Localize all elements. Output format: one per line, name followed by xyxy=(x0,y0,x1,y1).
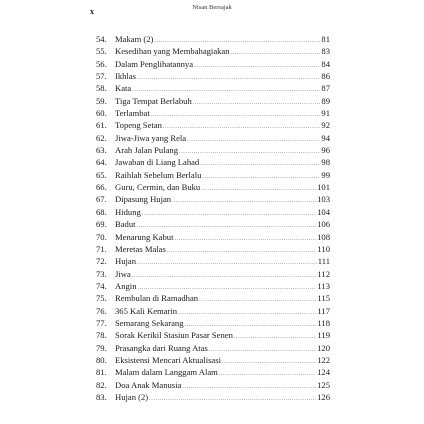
toc-entry-title: Menarung Kabut xyxy=(115,231,174,242)
dot-leader xyxy=(163,121,321,133)
table-of-contents xyxy=(96,33,330,403)
toc-entry-page-number: 83 xyxy=(321,46,330,57)
toc-entry-page-number: 108 xyxy=(317,231,330,242)
toc-entry-title: Meretas Malas xyxy=(115,243,166,254)
dot-leader xyxy=(174,233,316,245)
dot-leader xyxy=(202,171,320,183)
toc-entry xyxy=(96,317,330,329)
toc-entry-page-number: 84 xyxy=(321,58,330,69)
dot-leader xyxy=(194,60,320,72)
toc-entry-title: Hujan xyxy=(115,256,137,267)
toc-entry-title: Rembulan di Ramadhan xyxy=(115,293,199,304)
toc-entry-number: 62. xyxy=(96,132,107,143)
toc-entry xyxy=(96,329,330,341)
toc-entry-number: 59. xyxy=(96,95,107,106)
toc-entry-number: 82. xyxy=(96,379,107,390)
toc-entry-title: Makam (2) xyxy=(115,34,154,44)
toc-entry-title: Angin xyxy=(115,280,137,291)
dot-leader xyxy=(234,331,317,343)
toc-entry-title: Prasangka dari Ruang Atas xyxy=(115,342,208,353)
page-roman-numeral: x xyxy=(90,7,94,16)
dot-leader xyxy=(179,146,320,158)
toc-entry xyxy=(96,33,330,45)
toc-entry-number: 74. xyxy=(96,280,107,291)
toc-entry-number: 57. xyxy=(96,71,107,82)
toc-entry-page-number: 118 xyxy=(317,317,330,328)
toc-entry xyxy=(96,354,330,366)
toc-entry xyxy=(96,305,330,317)
toc-entry-page-number: 110 xyxy=(317,243,330,254)
toc-entry-number: 80. xyxy=(96,354,107,365)
toc-entry-title: Guru, Cermin, dan Buku xyxy=(115,182,201,193)
toc-entry-number: 73. xyxy=(96,268,107,279)
toc-entry xyxy=(96,144,330,156)
toc-entry-title: Terlambat xyxy=(115,108,150,119)
toc-entry xyxy=(96,70,330,82)
toc-entry-number: 83. xyxy=(96,391,107,402)
toc-entry-title: Jiwa xyxy=(115,268,131,279)
running-header-title: Nisan Bersajak xyxy=(192,4,232,11)
toc-entry-number: 66. xyxy=(96,182,107,193)
toc-entry-number: 68. xyxy=(96,206,107,217)
toc-entry-page-number: 103 xyxy=(317,194,330,205)
toc-entry-title: Jiwa-Jiwa yang Rela xyxy=(115,132,187,143)
toc-entry-number: 55. xyxy=(96,46,107,57)
toc-entry xyxy=(96,45,330,57)
toc-entry-title: Hujan (2) xyxy=(115,391,149,402)
toc-entry xyxy=(96,218,330,230)
toc-entry-number: 67. xyxy=(96,194,107,205)
toc-entry-title: 365 Kali Kemarin xyxy=(115,305,178,316)
toc-entry-number: 60. xyxy=(96,108,107,119)
dot-leader xyxy=(167,245,317,257)
toc-entry-number: 81. xyxy=(96,367,107,378)
toc-entry xyxy=(96,169,330,181)
toc-entry-title: Eksistensi Mencari Aktualisasi xyxy=(115,354,221,365)
toc-entry-title: Arah Jalan Pulang xyxy=(115,145,179,156)
toc-entry-page-number: 104 xyxy=(317,206,330,217)
toc-entry-number: 78. xyxy=(96,330,107,341)
toc-entry-number: 61. xyxy=(96,120,107,131)
dot-leader xyxy=(149,393,316,405)
dot-leader xyxy=(193,97,321,109)
toc-entry-page-number: 87 xyxy=(321,83,330,94)
toc-entry xyxy=(96,181,330,193)
dot-leader xyxy=(132,270,317,282)
toc-entry xyxy=(96,107,330,119)
toc-entry-number: 71. xyxy=(96,243,107,254)
toc-entry xyxy=(96,243,330,255)
toc-entry xyxy=(96,193,330,205)
toc-entry xyxy=(96,82,330,94)
toc-entry-number: 65. xyxy=(96,169,107,180)
toc-entry xyxy=(96,342,330,354)
toc-entry-number: 58. xyxy=(96,83,107,94)
toc-entry-title: Badut xyxy=(115,219,136,230)
toc-entry-page-number: 91 xyxy=(321,108,330,119)
dot-leader xyxy=(187,134,320,146)
toc-entry-title: Kata xyxy=(115,83,132,94)
dot-leader xyxy=(209,344,316,356)
dot-leader xyxy=(172,195,316,207)
toc-entry xyxy=(96,231,330,243)
toc-entry-page-number: 96 xyxy=(321,145,330,156)
toc-entry xyxy=(96,391,330,403)
toc-entry-page-number: 89 xyxy=(321,95,330,106)
toc-entry-title: Ikhlas xyxy=(115,71,137,82)
toc-entry-number: 72. xyxy=(96,256,107,267)
toc-entry xyxy=(96,292,330,304)
toc-entry-page-number: 92 xyxy=(321,120,330,131)
toc-entry-title: Dipasung Hujan xyxy=(115,194,172,205)
toc-entry-number: 77. xyxy=(96,317,107,328)
toc-entry xyxy=(96,132,330,144)
dot-leader xyxy=(231,47,321,59)
dot-leader xyxy=(137,257,317,269)
toc-entry-page-number: 126 xyxy=(317,391,330,402)
dot-leader xyxy=(201,183,316,195)
toc-entry-page-number: 124 xyxy=(317,367,330,378)
toc-entry xyxy=(96,268,330,280)
toc-entry-title: Malam dalam Langgam Alam xyxy=(115,367,218,378)
dot-leader xyxy=(182,381,316,393)
toc-entry xyxy=(96,58,330,70)
toc-entry-page-number: 86 xyxy=(321,71,330,82)
toc-entry-title: Topeng Setan xyxy=(115,120,162,131)
dot-leader xyxy=(219,368,316,380)
toc-entry-title: Dalam Penglihatannya xyxy=(115,58,194,69)
toc-entry-number: 76. xyxy=(96,305,107,316)
toc-entry xyxy=(96,379,330,391)
toc-entry-page-number: 112 xyxy=(317,268,330,279)
toc-entry-number: 79. xyxy=(96,342,107,353)
toc-entry-title: Raihlah Sebelum Berlalu xyxy=(115,169,202,180)
dot-leader xyxy=(222,356,316,368)
dot-leader xyxy=(200,158,320,170)
toc-entry-page-number: 101 xyxy=(317,182,330,193)
toc-entry-number: 64. xyxy=(96,157,107,168)
toc-entry-page-number: 117 xyxy=(317,305,330,316)
toc-entry-page-number: 99 xyxy=(321,169,330,180)
toc-entry-page-number: 81 xyxy=(321,34,330,44)
toc-entry xyxy=(96,206,330,218)
dot-leader xyxy=(178,307,316,319)
toc-entry-page-number: 94 xyxy=(321,132,330,143)
toc-entry-title: Doa Anak Manusia xyxy=(115,379,182,390)
toc-entry-title: Hidung xyxy=(115,206,141,217)
toc-entry xyxy=(96,280,330,292)
toc-entry-number: 56. xyxy=(96,58,107,69)
toc-entry-page-number: 106 xyxy=(317,219,330,230)
toc-entry-title: Sorak Kerikil Stasiun Pasar Senen xyxy=(115,330,233,341)
toc-entry xyxy=(96,255,330,267)
dot-leader xyxy=(137,72,320,84)
toc-entry-title: Semarang Sekarang xyxy=(115,317,184,328)
toc-entry-page-number: 115 xyxy=(317,293,330,304)
toc-entry-number: 69. xyxy=(96,219,107,230)
toc-entry-page-number: 125 xyxy=(317,379,330,390)
dot-leader xyxy=(151,109,321,121)
toc-entry-number: 75. xyxy=(96,293,107,304)
toc-entry xyxy=(96,156,330,168)
toc-entry-page-number: 113 xyxy=(317,280,330,291)
toc-entry xyxy=(96,95,330,107)
dot-leader xyxy=(199,294,316,306)
toc-entry-number: 54. xyxy=(96,34,107,44)
toc-entry-title: Jawaban di Liang Lahad xyxy=(115,157,200,168)
toc-entry-title: Kesedihan yang Membahagiakan xyxy=(115,46,230,57)
toc-entry xyxy=(96,119,330,131)
toc-entry-number: 63. xyxy=(96,145,107,156)
toc-entry-page-number: 98 xyxy=(321,157,330,168)
toc-entry-number: 70. xyxy=(96,231,107,242)
dot-leader xyxy=(142,208,316,220)
toc-entry-page-number: 111 xyxy=(317,256,330,267)
toc-entry-page-number: 120 xyxy=(317,342,330,353)
toc-entry-page-number: 119 xyxy=(317,330,330,341)
toc-entry-title: Tiga Tempat Berlabuh xyxy=(115,95,192,106)
toc-entry-page-number: 122 xyxy=(317,354,330,365)
toc-entry xyxy=(96,366,330,378)
